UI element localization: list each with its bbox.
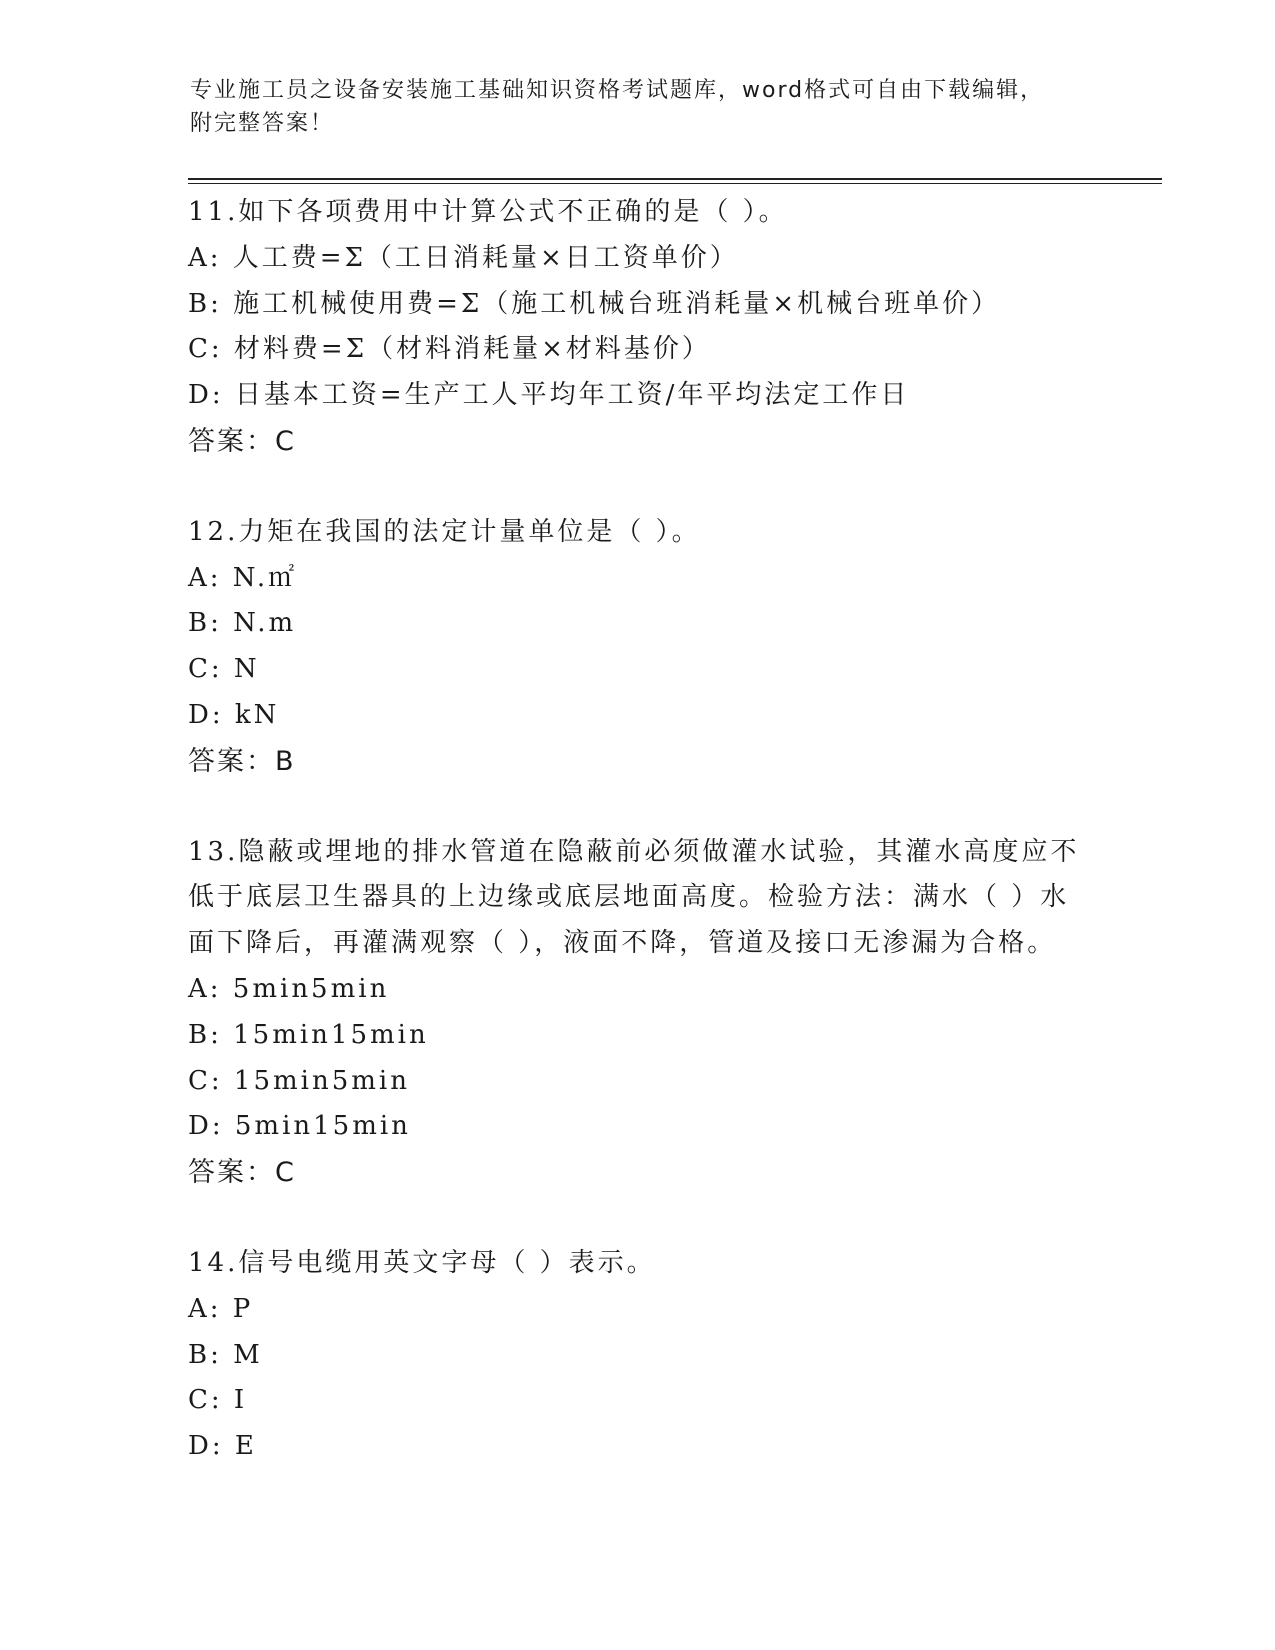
answer-text: 答案：C bbox=[188, 425, 296, 457]
header-divider-thin bbox=[188, 183, 1162, 184]
question-stem-line-3: 面下降后，再灌满观察（ ），液面不降，管道及接口无渗漏为合格。 bbox=[188, 928, 1057, 959]
question-13 bbox=[188, 830, 1088, 1196]
answer-text: 答案：B bbox=[188, 745, 296, 777]
option-a: A: N.㎡ bbox=[188, 562, 298, 593]
question-stem-line-2: 低于底层卫生器具的上边缘或底层地面高度。检验方法：满水（ ）水 bbox=[188, 882, 1070, 913]
document-header bbox=[190, 74, 1090, 140]
option-c: C: I bbox=[188, 1385, 248, 1416]
option-d: D: 5min15min bbox=[188, 1111, 411, 1142]
question-stem: 14.信号电缆用英文字母（ ）表示。 bbox=[188, 1247, 656, 1278]
question-11 bbox=[188, 190, 1088, 465]
option-b: B: M bbox=[188, 1339, 263, 1370]
option-a: A: P bbox=[188, 1293, 254, 1324]
question-12 bbox=[188, 510, 1088, 785]
option-a: A: 5min5min bbox=[188, 973, 390, 1004]
option-c: C: 材料费=Σ（材料消耗量×材料基价） bbox=[188, 334, 711, 365]
question-list bbox=[188, 190, 1088, 1470]
option-b: B: N.m bbox=[188, 608, 297, 639]
option-a: A: 人工费=Σ（工日消耗量×日工资单价） bbox=[188, 242, 739, 273]
option-b: B: 15min15min bbox=[188, 1019, 429, 1050]
option-c: C: N bbox=[188, 654, 260, 685]
question-14 bbox=[188, 1241, 1088, 1470]
header-divider-thick bbox=[188, 178, 1162, 180]
option-d: D: E bbox=[188, 1431, 257, 1462]
option-d: D: kN bbox=[188, 699, 280, 730]
option-b: B: 施工机械使用费=Σ（施工机械台班消耗量×机械台班单价） bbox=[188, 288, 1001, 319]
option-c: C: 15min5min bbox=[188, 1065, 410, 1096]
question-stem-line-1: 13.隐蔽或埋地的排水管道在隐蔽前必须做灌水试验，其灌水高度应不 bbox=[188, 836, 1080, 867]
header-line-1: 专业施工员之设备安装施工基础知识资格考试题库，word格式可自由下载编辑， bbox=[190, 78, 1045, 103]
option-d: D: 日基本工资=生产工人平均年工资/年平均法定工作日 bbox=[188, 380, 910, 411]
question-stem: 11.如下各项费用中计算公式不正确的是（ ）。 bbox=[188, 197, 788, 227]
answer-text: 答案：C bbox=[188, 1157, 296, 1189]
question-stem: 12.力矩在我国的法定计量单位是（ ）。 bbox=[188, 516, 701, 547]
header-line-2: 附完整答案！ bbox=[190, 111, 335, 136]
